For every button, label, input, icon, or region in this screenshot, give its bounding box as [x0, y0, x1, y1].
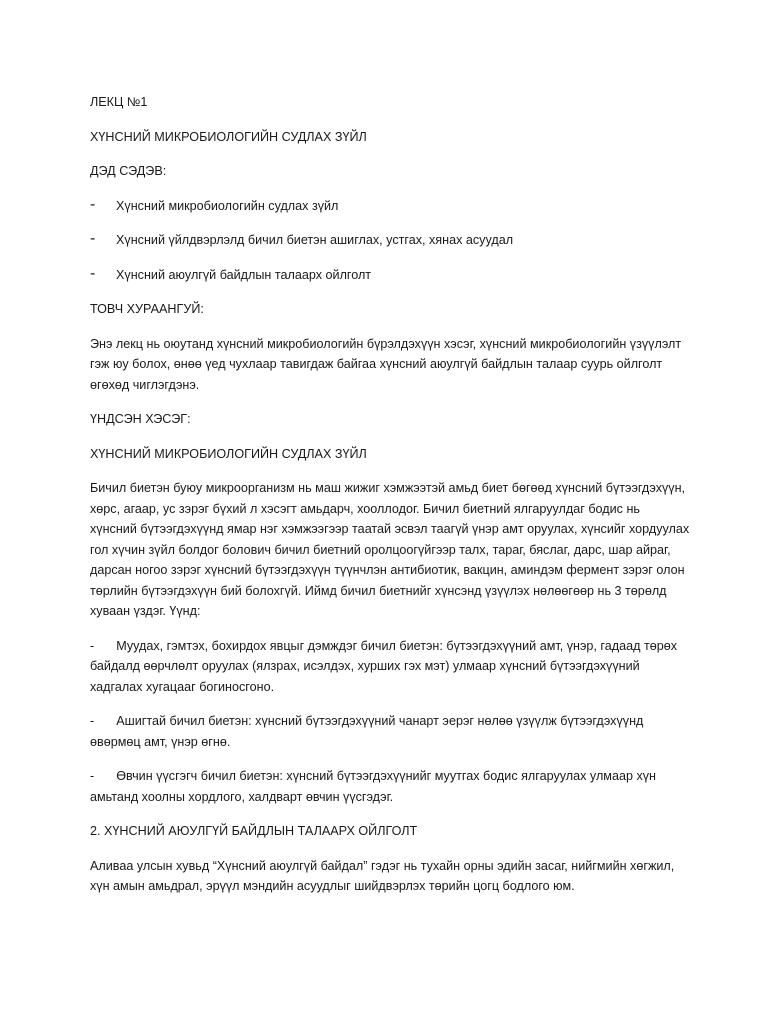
subtopic-text: Хүнсний микробиологийн судлах зүйл	[116, 198, 339, 213]
subtopic-item	[90, 265, 690, 286]
summary-heading: ТОВЧ ХУРААНГУЙ:	[90, 302, 204, 316]
subtopic-text: Хүнсний үйлдвэрлэлд бичил биетэн ашиглах, устгах, хянах асуудал	[116, 233, 514, 247]
bullet-dash: -	[90, 195, 96, 213]
type-item	[90, 711, 690, 752]
bullet-dash: -	[90, 714, 95, 728]
section-2-paragraph: Аливаа улсын хувьд “Хүнсний аюулгүй байдал” гэдэг нь тухайн орны эдийн засаг, нийгмийн хөгжил, хүн амын амьдрал, эрүүл мэндийн асуудлыг шийдвэрлэх төрийн цогц бодлого юм.	[90, 858, 675, 893]
type-item	[90, 766, 690, 807]
section-1-paragraph: Бичил биетэн буюу микроорганизм нь маш жижиг хэмжээтэй амьд биет бөгөөд хүнсний бүтээгдэхүүн, хөрс, агаар, ус зэрэг бүхий л хэсэгт амьдарч, хооллодог. Бичил биетний ялгаруулдаг бодис нь хүнсний бүтээгдэхүүнд ямар нэг хэмжээгээр таатай эсвэл таагүй үнэр амт оруулах, хүнсийг хордуулах гол хүчин зүйл болдог болович бичил биетний оролцоогүйгээр талх, тараг, бяслаг, дарс, шар айраг, дарсан ногоо зэрэг хүнсний бүтээгдэхүүн түүнчлэн антибиотик, вакцин, аминдэм фермент зэрэг олон төрлийн бүтээгдэхүүн бий болохгүй. Иймд бичил биетнийг хүнсэнд үзүүлэх нөлөөгөөр нь 3 төрөлд хуваан үздэг. Үүнд:	[90, 481, 690, 618]
document-page	[90, 92, 690, 911]
type-text: Муудах, гэмтэх, бохирдох явцыг дэмждэг бичил биетэн: бүтээгдэхүүний амт, үнэр, гадаад төрөх байдалд өөрчлөлт оруулах (ялзрах, исэлдэх, хурших гэх мэт) улмаар хүнсний бүтээгдэхүүний хадгалах хугацааг богиносгоно.	[90, 638, 678, 694]
main-part-heading: ҮНДСЭН ХЭСЭГ:	[90, 412, 191, 426]
section-1-title: ХҮНСНИЙ МИКРОБИОЛОГИЙН СУДЛАХ ЗҮЙЛ	[90, 446, 367, 461]
section-2-title: 2. ХҮНСНИЙ АЮУЛГҮЙ БАЙДЛЫН ТАЛААРХ ОЙЛГОЛТ	[90, 824, 418, 838]
bullet-dash: -	[90, 264, 96, 282]
type-text: Өвчин үүсгэгч бичил биетэн: хүнсний бүтээгдэхүүнийг муутгах бодис ялгаруулах улмаар хүн амьтанд хоолны хордлого, халдварт өвчин үүсгэдэг.	[90, 769, 657, 804]
bullet-dash: -	[90, 230, 96, 247]
lecture-number: ЛЕКЦ №1	[90, 95, 148, 109]
lecture-title: ХҮНСНИЙ МИКРОБИОЛОГИЙН СУДЛАХ ЗҮЙЛ	[90, 129, 367, 144]
subtopics-heading: ДЭД СЭДЭВ:	[90, 164, 167, 178]
summary-paragraph: Энэ лекц нь оюутанд хүнсний микробиологийн бүрэлдэхүүн хэсэг, хүнсний микробиологийн үзүүлэлт гэж юу болох, өнөө үед чухлаар тавигдаж байгаа хүнсний аюулгүй байдлын талаар суурь ойлголт өгөхөд чиглэгдэнэ.	[90, 336, 682, 392]
bullet-dash: -	[90, 638, 95, 653]
subtopic-item	[90, 230, 690, 251]
subtopic-item	[90, 196, 690, 217]
bullet-dash: -	[90, 769, 95, 783]
subtopic-text: Хүнсний аюулгүй байдлын талаарх ойлголт	[116, 267, 372, 282]
type-text: Ашигтай бичил биетэн: хүнсний бүтээгдэхүүний чанарт эерэг нөлөө үзүүлж бүтээгдэхүүнд өвөрмөц амт, үнэр өгнө.	[90, 714, 644, 749]
type-item	[90, 636, 690, 698]
